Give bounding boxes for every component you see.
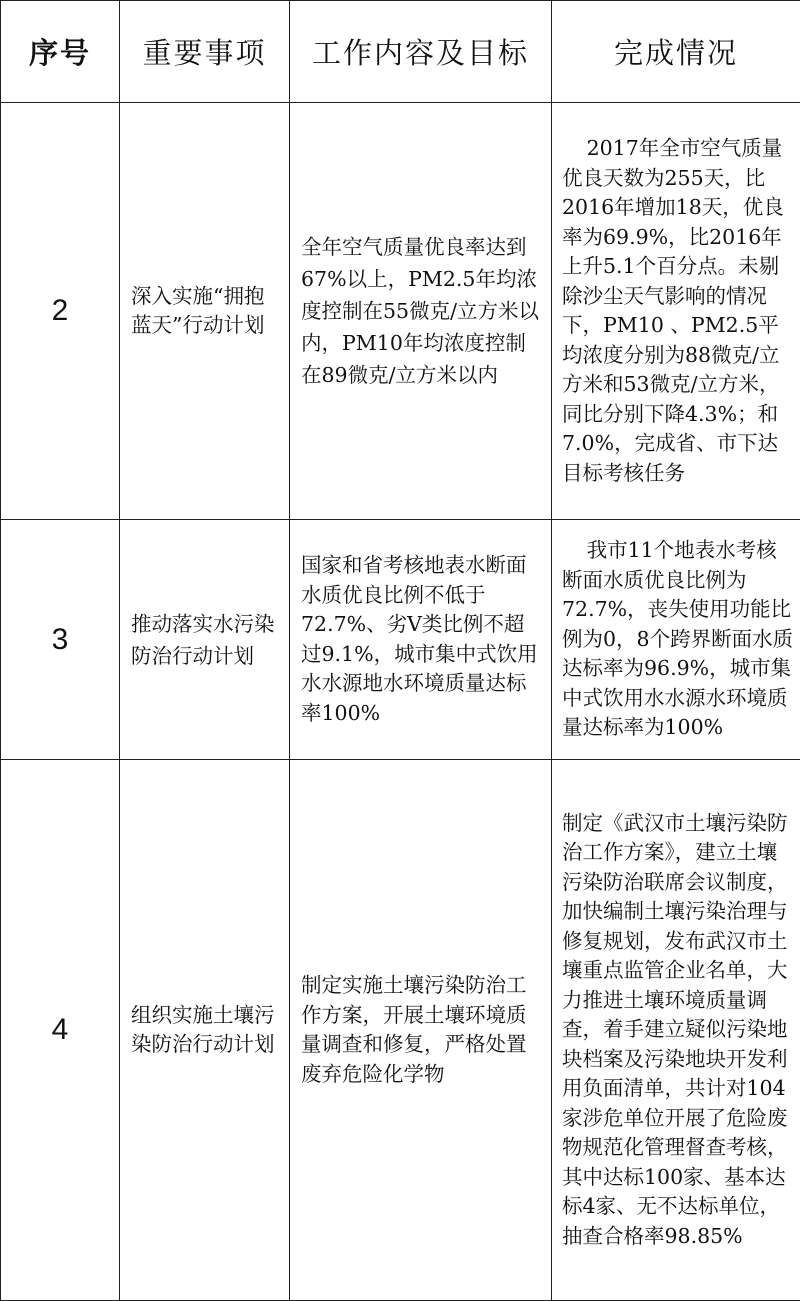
table-row	[1, 103, 800, 520]
row-content: 全年空气质量优良率达到67%以上，PM2.5年均浓度控制在55微克/立方米以内，PM10年均浓度控制在89微克/立方米以内	[290, 231, 551, 391]
header-row	[1, 1, 800, 103]
header-seq: 序号	[1, 1, 120, 103]
row-content: 国家和省考核地表水断面水质优良比例不低于72.7%、劣Ⅴ类比例不超过9.1%，城市集中式饮用水水源地水环境质量达标率100%	[290, 551, 551, 728]
row-status: 制定《武汉市土壤污染防治工作方案》，建立土壤污染防治联席会议制度，加快编制土壤污染治理与修复规划，发布武汉市土壤重点监管企业名单，大力推进土壤环境质量调查，着手建立疑似污染地块档案及污染地块开发利用负面清单，共计对104家涉危单位开展了危险废物规范化管理督查考核，其中达标100家、基本达标4家、无不达标单位，抽查合格率98.85%	[552, 809, 800, 1252]
row-status: 我市11个地表水考核断面水质优良比例为72.7%，丧失使用功能比例为0，8个跨界断面水质达标率为96.9%，城市集中式饮用水水源水环境质量达标率为100%	[552, 536, 800, 743]
row-item: 深入实施“拥抱蓝天”行动计划	[120, 282, 289, 341]
row-item: 推动落实水污染防治行动计划	[120, 608, 289, 672]
row-content: 制定实施土壤污染防治工作方案，开展土壤环境质量调查和修复，严格处置废弃危险化学物	[290, 971, 551, 1089]
header-status: 完成情况	[552, 1, 800, 103]
row-item: 组织实施土壤污染防治行动计划	[120, 1001, 289, 1060]
table-row	[1, 520, 800, 760]
row-number: 2	[1, 103, 120, 520]
row-number: 4	[1, 760, 120, 1301]
row-number: 3	[1, 520, 120, 760]
table-row	[1, 760, 800, 1301]
header-item: 重要事项	[120, 1, 290, 103]
row-status: 2017年全市空气质量优良天数为255天，比2016年增加18天，优良率为69.9%，比2016年上升5.1个百分点。未剔除沙尘天气影响的情况下，PM10 、PM2.5平均浓度分别为88微克/立方米和53微克/立方米，同比分别下降4.3%；和7.0%，完成省、市下达目标考核任务	[552, 134, 800, 488]
header-content: 工作内容及目标	[290, 1, 552, 103]
